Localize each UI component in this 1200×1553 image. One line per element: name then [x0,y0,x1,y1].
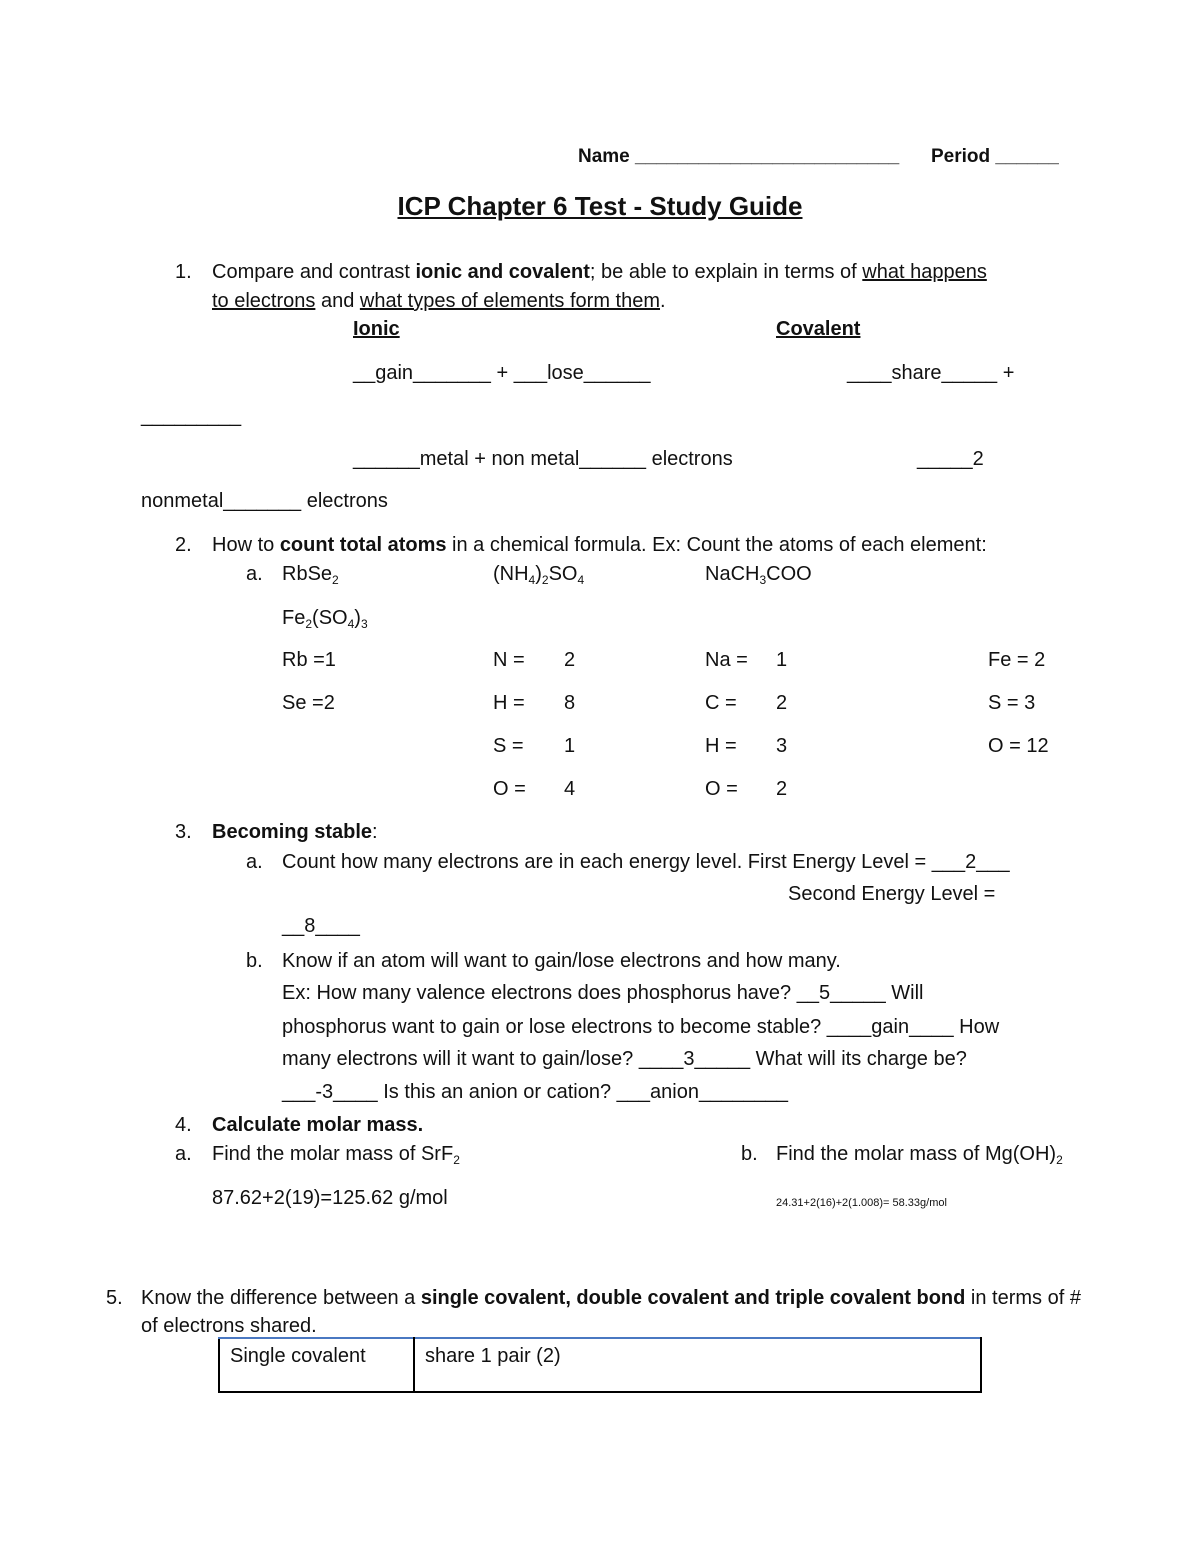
bond-table [218,1337,982,1393]
q4-title: Calculate molar mass. [212,1114,424,1136]
count-fe: Fe = 2 [988,649,1046,671]
label-s: S = [493,735,524,757]
formula-nh4-2-so4: $(NH_4)_2SO_4$ [493,563,585,587]
ionic-heading: Ionic [353,318,400,340]
label-n: N = [493,649,525,671]
covalent-answer-cont: _________ [141,405,242,427]
q3b-letter: b. [246,950,263,972]
q5-prompt-line2: of electrons shared. [141,1315,317,1337]
count-rb: Rb =1 [282,649,336,671]
q3b-line4: many electrons will it want to gain/lose? ____3_____ What will its charge be? [282,1048,967,1070]
q4b-answer: 24.31+2(16)+2(1.008)= 58.33g/mol [776,1197,947,1209]
value-h2: 3 [776,735,788,757]
name-blank[interactable]: _________________________ [635,146,900,167]
label-na: Na = [705,649,748,671]
q1-prompt-line2: to electrons and what types of elements form them. [212,290,666,312]
q3a-second-level: Second Energy Level = [788,883,996,905]
q4-number: 4. [175,1114,192,1136]
q3a-text: Count how many electrons are in each energy level. First Energy Level = ___2___ [282,851,1010,873]
q2-prompt: How to count total atoms in a chemical formula. Ex: Count the atoms of each element: [212,534,987,556]
q5-number: 5. [106,1287,123,1309]
q3b-line1: Know if an atom will want to gain/lose electrons and how many. [282,950,841,972]
value-na: 1 [776,649,788,671]
ionic-elements: ______metal + non metal______ electrons [353,448,733,470]
covalent-heading: Covalent [776,318,861,340]
value-h: 8 [564,692,576,714]
label-h: H = [493,692,525,714]
q3-title: Becoming stable: [212,821,378,843]
count-o: O = 12 [988,735,1049,757]
count-s: S = 3 [988,692,1036,714]
q3b-line3: phosphorus want to gain or lose electrons to become stable? ____gain____ How [282,1016,1000,1038]
covalent-elements-cont: nonmetal_______ electrons [141,490,388,512]
name-label: Name _________________________ [578,146,900,167]
period-label: Period ______ [931,146,1059,167]
label-h2: H = [705,735,737,757]
value-s: 1 [564,735,576,757]
label-o2: O = [705,778,738,800]
value-c: 2 [776,692,788,714]
q1-prompt-line1: Compare and contrast ionic and covalent; be able to explain in terms of what happens [212,261,987,283]
bond-type-cell: Single covalent [219,1338,414,1392]
q1-number: 1. [175,261,192,283]
q4a-letter: a. [175,1143,192,1165]
q3-number: 3. [175,821,192,843]
period-blank[interactable]: ______ [995,146,1059,167]
ionic-answer: __gain_______ + ___lose______ [353,362,651,384]
covalent-answer: ____share_____ + [847,362,1015,384]
q3a-letter: a. [246,851,263,873]
count-se: Se =2 [282,692,335,714]
q3a-second-answer: __8____ [282,915,360,937]
formula-fe2so43: $Fe_2(SO_4)_3$ [282,607,368,631]
q4b-letter: b. [741,1143,758,1165]
q4a-text: Find the molar mass of SrF$_2$ [212,1143,460,1167]
label-o: O = [493,778,526,800]
q2-number: 2. [175,534,192,556]
table-row [219,1338,981,1392]
formula-rbse2: RbSe$_2$ [282,563,339,587]
value-o2: 2 [776,778,788,800]
q4a-answer: 87.62+2(19)=125.62 g/mol [212,1187,448,1209]
q3b-line5: ___-3____ Is this an anion or cation? ___anion________ [282,1081,788,1103]
q3b-line2: Ex: How many valence electrons does phosphorus have? __5_____ Will [282,982,924,1004]
label-c: C = [705,692,737,714]
formula-nach3coo: NaCH$_3$COO [705,563,812,587]
value-o: 4 [564,778,576,800]
value-n: 2 [564,649,576,671]
bond-desc-cell: share 1 pair (2) [414,1338,981,1392]
page-title: ICP Chapter 6 Test - Study Guide [397,191,803,221]
q2-sub-letter: a. [246,563,263,585]
covalent-elements: _____2 [917,448,984,470]
q5-prompt-line1: Know the difference between a single covalent, double covalent and triple covalent bond in terms of # [141,1287,1081,1309]
q4b-text: Find the molar mass of $Mg(OH)_2$ [776,1143,1063,1167]
